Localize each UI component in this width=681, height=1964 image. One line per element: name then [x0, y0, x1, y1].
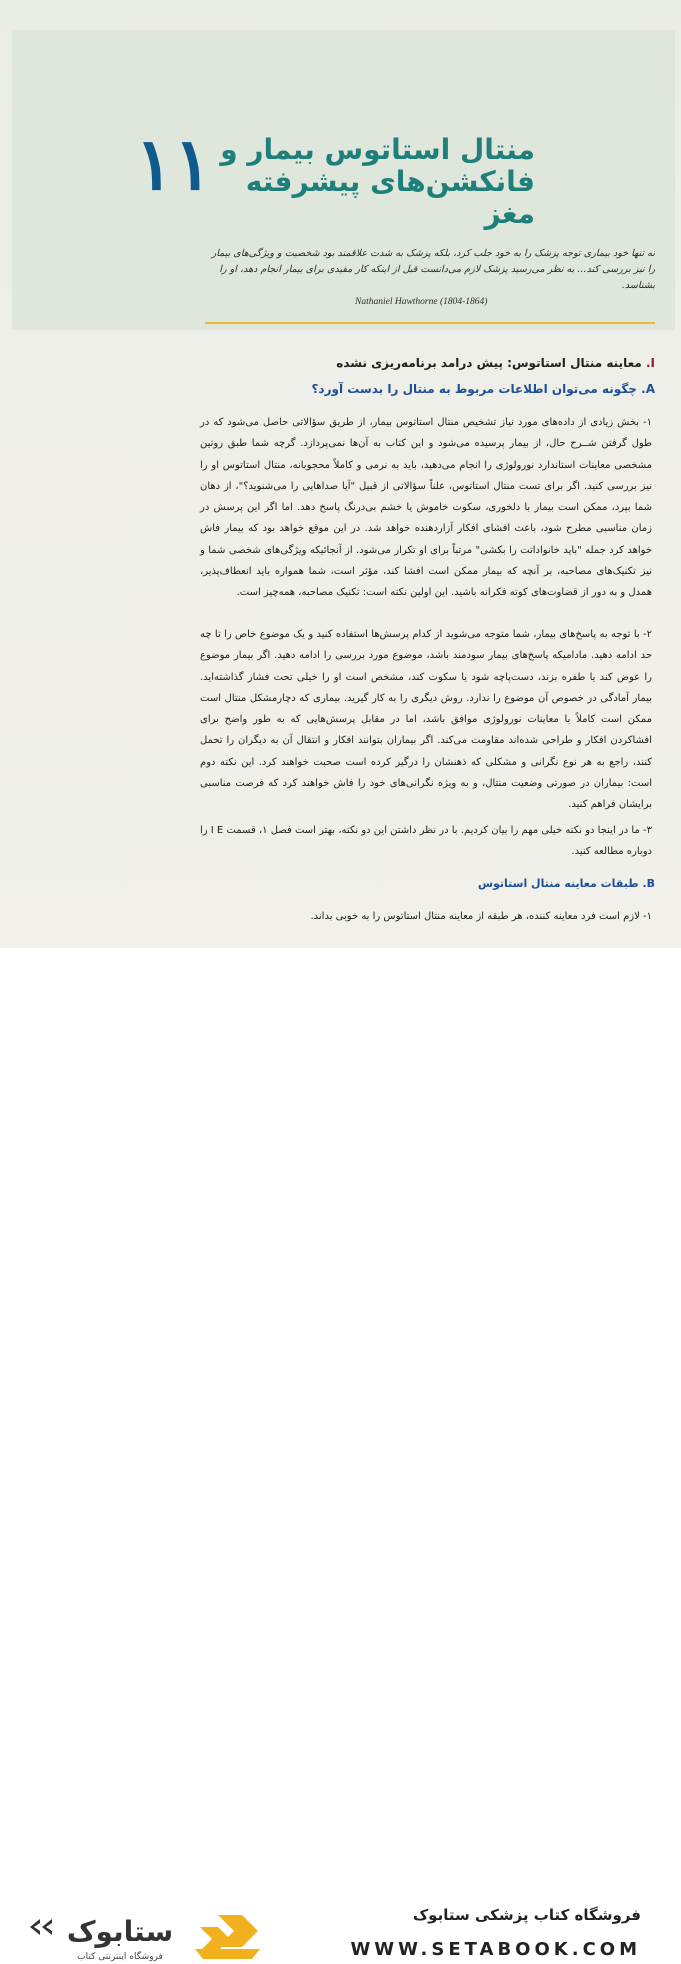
book-page: [0, 0, 681, 948]
store-url-link[interactable]: WWW.SETABOOK.COM: [350, 1939, 641, 1960]
section-B-title: طبقات معاینه منتال استاتوس: [477, 877, 639, 890]
epigraph-author: Nathaniel Hawthorne (1804-1864): [355, 297, 488, 307]
chapter-title-line1: منتال استاتوس بیمار و: [220, 133, 535, 166]
store-name: فروشگاه کتاب پزشکی ستابوک: [412, 1906, 641, 1924]
divider-rule: [205, 322, 655, 324]
section-A-marker: A.: [641, 382, 655, 396]
chapter-title-line2: فانکشن‌های پیشرفته مغز: [245, 165, 535, 231]
chapter-number: ۱۱: [135, 121, 213, 206]
setabook-logo[interactable]: [20, 1909, 270, 1964]
paragraph-2: ۲- با توجه به پاسخ‌های بیمار، شما متوجه می‌شوید از کدام پرسش‌ها استفاده کنید و یک موضوع خاص را تا چه حد ادامه دهید. مادامیکه پاسخ‌های بیمار سودمند باشد، موضوع مورد بررسی را ادامه دهید. اگر بیمار موضوع را عوض کند یا طفره بزند، دست‌پاچه شود یا سکوت کند، مشخص است او را خیلی تحت فشار گذاشته‌اید. بیمار آمادگی در خصوص آن موضوع را ندارد. روش دیگری را به کار گیرید. بیماری که دچارمشکل منتال است ممکن است کاملاً با معاینات نورولوژی موافق باشد، اما در مقابل پرسش‌هایی که به طور واضح برای افشاکردن افکار و طراحی شده‌اند مقاومت می‌کند. اگر بیماران بتوانند افکار و انتقال آن به دیگران را تحمل کنند، راجع به هر نوع نگرانی و مشکلی که ذهنشان را درگیر کرده است صحبت خواهند کرد. این نکته دوم است: بیماران در صورتی وضعیت منتال، و به ویژه نگرانی‌های خود را فاش خواهند کرد که فرصت مناسبی برایشان فراهم کنید.: [200, 629, 652, 811]
section-I-heading: [260, 356, 655, 370]
logo-subtext: فروشگاه اینترنتی کتاب: [77, 1952, 163, 1962]
footer-banner: [0, 948, 681, 1962]
paragraph-3: ۳- ما در اینجا دو نکته خیلی مهم را بیان کردیم. با در نظر داشتن این دو نکته، بهتر است فصل ۱، قسمت I E را دوباره مطالعه کنید.: [200, 825, 652, 858]
chapter-title: [215, 134, 535, 231]
logo-text: ستابوک: [66, 1915, 174, 1948]
section-A-title: چگونه می‌توان اطلاعات مربوط به منتال را بدست آورد؟: [311, 382, 637, 396]
section-A-heading: [300, 382, 655, 396]
paragraph-1: ۱- بخش زیادی از داده‌های مورد نیاز تشخیص منتال استاتوس بیمار، از طریق سؤالاتی حاصل می‌شود که در طول گرفتن شــرح حال، از بیمار پرسیده می‌شود و این کتاب به آن‌ها نمی‌پردازد. گرچه شما طبق روتین مشخصی معاینات استاندارد نورولوژی را انجام می‌دهید، باید به نرمی و کاملاً محجوبانه، منتال استاتوس او را نیز بررسی کنید. اگر برای تست منتال استاتوس، علناً سؤالاتی از قبیل "آیا صداهایی را می‌شنوید؟"، از دهان شما بپرد، ممکن است بیمار با دلخوری، سکوت خاموش یا خشم بی‌درنگ پاسخ دهد. اما اگر این پرسش در زمان مناسبی مطرح شود، باعث افشای افکار آزاردهنده خواهد شد. در این موقع خواهد بود که بیمار فاش خواهد کرد جمله "باید خانواداتت را بکشی" مرتباً برای او تکرار می‌شود. از آنجائیکه ویژگی‌های شخصی شما و نیز تکنیک‌های مصاحبه، بر آنچه که بیمار ممکن است افشا کند، مؤثر است، شما همواره باید انعطاف‌پذیر، همدل و به دور از قضاوت‌های کوته فکرانه باشید. این اولین نکته است: تکنیک مصاحبه، همه‌چیز است.: [200, 417, 652, 599]
section-B-heading: [380, 877, 655, 890]
section-B-marker: B.: [642, 877, 655, 890]
section-I-title: معاینه منتال استاتوس: پیش درامد برنامه‌ریزی نشده: [336, 356, 642, 370]
paragraph-4: ۱- لازم است فرد معاینه کننده، هر طبقه از معاینه منتال استاتوس را به خوبی بداند.: [310, 911, 652, 922]
section-I-marker: I.: [645, 356, 655, 370]
epigraph-quote: نه تنها خود بیماری توجه پزشک را به خود جلب کرد، بلکه پزشک به شدت علاقمند بود شخصیت و ویژگی‌های بیمار را نیز بررسی کند... به نظر می‌رسید پزشک لازم می‌دانست قبل از اینکه کار مفیدی برای بیمار انجام دهد، او را بشناسد.: [211, 248, 655, 291]
logo-arrows-icon: [30, 1919, 52, 1935]
logo-chevron-icon: [195, 1915, 260, 1959]
